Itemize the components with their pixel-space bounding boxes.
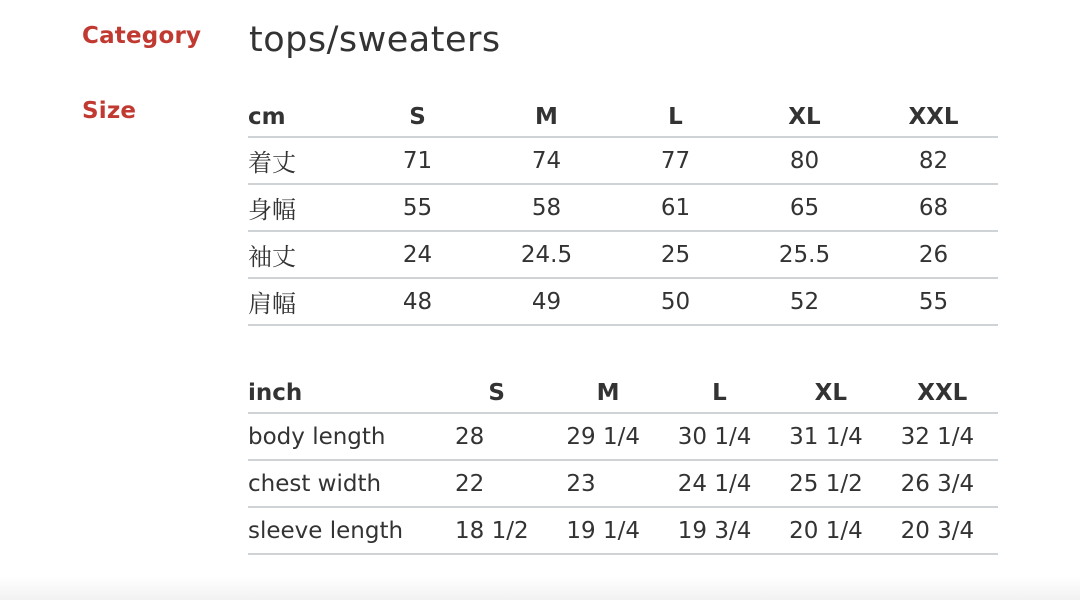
table-row [248,184,998,231]
size-header-cell-s: S [441,373,552,413]
cm-size-table [248,97,998,326]
measurement-label-cell: 着丈 [248,137,353,184]
measurement-value-cell: 49 [482,278,611,325]
measurement-value-cell: 20 1/4 [775,507,886,554]
measurement-value-cell: 58 [482,184,611,231]
measurement-label-cell: chest width [248,460,441,507]
measurement-value-cell: 28 [441,413,552,460]
size-header-cell-l: L [611,97,740,137]
measurement-value-cell: 24 1/4 [664,460,775,507]
measurement-value-cell: 68 [869,184,998,231]
table-row [248,231,998,278]
measurement-value-cell: 23 [552,460,663,507]
measurement-value-cell: 50 [611,278,740,325]
measurement-value-cell: 74 [482,137,611,184]
size-label: Size [82,98,137,124]
size-header-cell-s: S [353,97,482,137]
measurement-value-cell: 61 [611,184,740,231]
size-header-cell-xxl: XXL [869,97,998,137]
size-header-cell-xl: XL [775,373,886,413]
table-row [248,460,998,507]
measurement-value-cell: 80 [740,137,869,184]
measurement-value-cell: 65 [740,184,869,231]
measurement-value-cell: 24.5 [482,231,611,278]
measurement-value-cell: 24 [353,231,482,278]
measurement-value-cell: 32 1/4 [887,413,998,460]
measurement-value-cell: 71 [353,137,482,184]
size-header-cell-m: M [482,97,611,137]
measurement-value-cell: 25 [611,231,740,278]
measurement-value-cell: 26 [869,231,998,278]
measurement-value-cell: 55 [869,278,998,325]
measurement-label-cell: 肩幅 [248,278,353,325]
measurement-value-cell: 31 1/4 [775,413,886,460]
measurement-value-cell: 26 3/4 [887,460,998,507]
measurement-value-cell: 19 3/4 [664,507,775,554]
measurement-value-cell: 22 [441,460,552,507]
cm-table-header-row [248,97,998,137]
table-row [248,137,998,184]
measurement-label-cell: sleeve length [248,507,441,554]
measurement-value-cell: 20 3/4 [887,507,998,554]
measurement-value-cell: 82 [869,137,998,184]
measurement-label-cell: body length [248,413,441,460]
measurement-label-cell: 身幅 [248,184,353,231]
measurement-value-cell: 30 1/4 [664,413,775,460]
measurement-value-cell: 29 1/4 [552,413,663,460]
measurement-value-cell: 19 1/4 [552,507,663,554]
measurement-value-cell: 55 [353,184,482,231]
measurement-value-cell: 25.5 [740,231,869,278]
inch-table-header-row [248,373,998,413]
category-label: Category [82,23,202,49]
product-category-title: tops/sweaters [249,20,501,60]
measurement-value-cell: 48 [353,278,482,325]
measurement-value-cell: 52 [740,278,869,325]
measurement-value-cell: 25 1/2 [775,460,886,507]
measurement-value-cell: 77 [611,137,740,184]
cm-unit-header-cell: cm [248,97,353,137]
table-row [248,413,998,460]
size-header-cell-xxl: XXL [887,373,998,413]
table-row [248,507,998,554]
measurement-label-cell: 袖丈 [248,231,353,278]
inch-size-table [248,373,998,555]
measurement-value-cell: 18 1/2 [441,507,552,554]
size-header-cell-m: M [552,373,663,413]
size-header-cell-l: L [664,373,775,413]
table-row [248,278,998,325]
size-header-cell-xl: XL [740,97,869,137]
inch-unit-header-cell: inch [248,373,441,413]
